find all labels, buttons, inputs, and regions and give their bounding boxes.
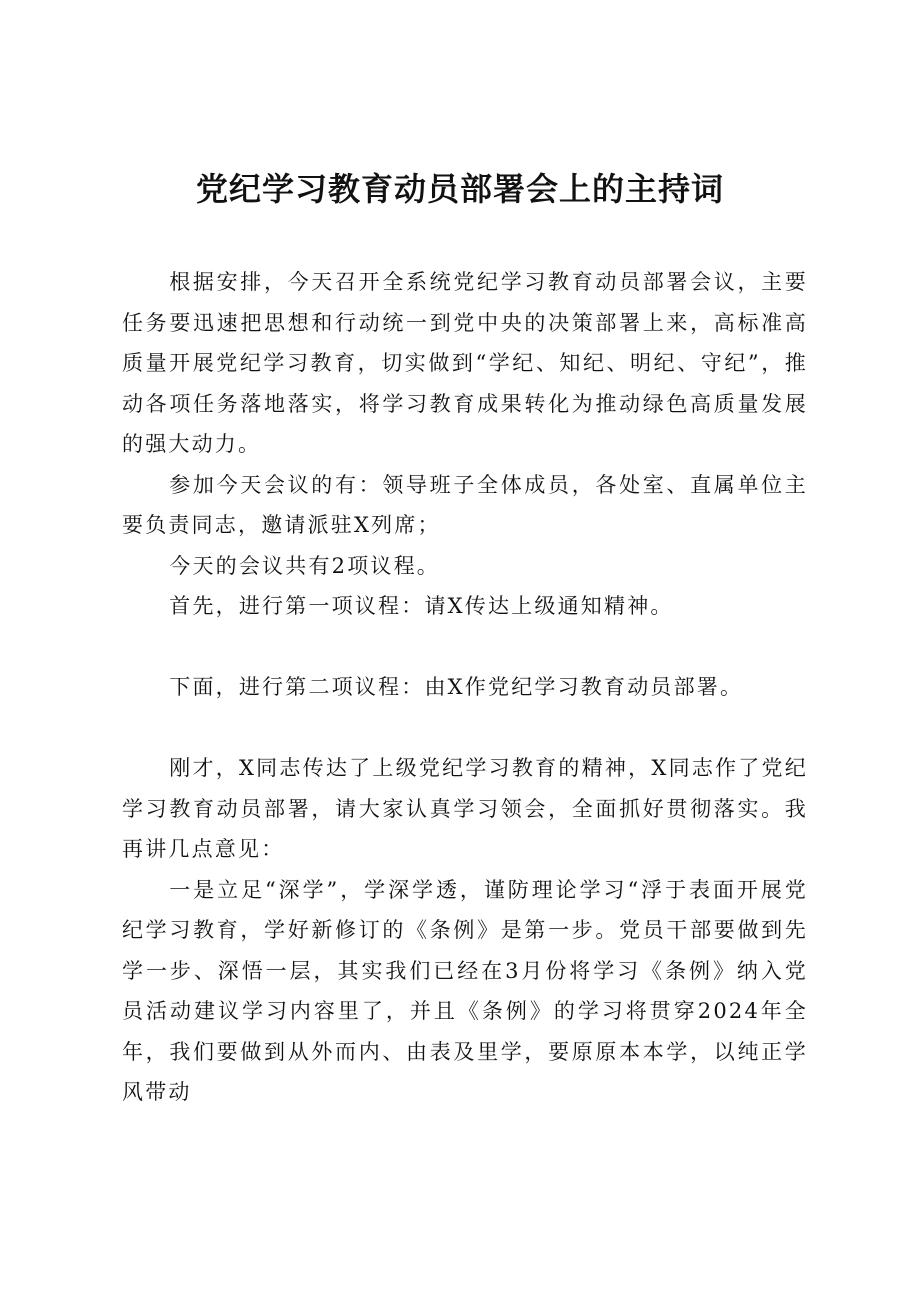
paragraph-attendees: 参加今天会议的有：领导班子全体成员，各处室、直属单位主要负责同志，邀请派驻X列席； [122,472,808,537]
paragraph-point-1: 一是立足“深学”，学深学透，谨防理论学习“浮于表面开展党纪学习教育，学好新修订的《条例》是第一步。党员干部要做到先学一步、深悟一层，其实我们已经在3月份将学习《条例》纳入党员活动建议学习内容里了，并且《条例》的学习将贯穿2024年全年，我们要做到从外而内、由表及里学，要原原本本学，以纯正学风带动 [122,877,808,1104]
paragraph-summary: 刚才，X同志传达了上级党纪学习教育的精神，X同志作了党纪学习教育动员部署，请大家认真学习领会，全面抓好贯彻落实。我再讲几点意见： [122,756,808,861]
document-body [122,262,808,1113]
paragraph-agenda-count: 今天的会议共有2项议程。 [169,553,441,578]
paragraph-intro: 根据安排，今天召开全系统党纪学习教育动员部署会议，主要任务要迅速把思想和行动统一到党中央的决策部署上来，高标准高质量开展党纪学习教育，切实做到“学纪、知纪、明纪、守纪”，推动各项任务落地落实，将学习教育成果转化为推动绿色高质量发展的强大动力。 [122,270,808,456]
document-title: 党纪学习教育动员部署会上的主持词 [195,170,724,208]
paragraph-agenda-item-1: 首先，进行第一项议程：请X传达上级通知精神。 [169,594,674,618]
paragraph-agenda-item-2: 下面，进行第二项议程：由X作党纪学习教育动员部署。 [169,675,744,699]
